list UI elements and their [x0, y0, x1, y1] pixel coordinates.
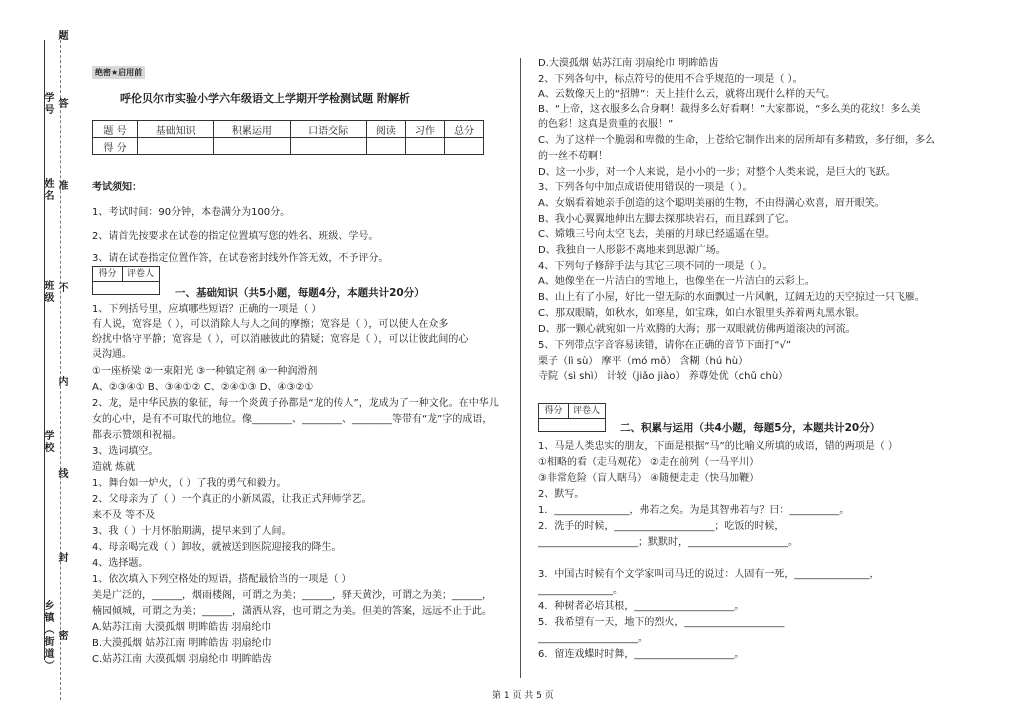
text-line: C、为了这样一个脆弱和卑微的生命，上苍给它制作出来的居所却有多精致，多仔细，多么	[538, 135, 935, 146]
table-cell[interactable]	[137, 138, 213, 155]
margin-label-student-no: 学号	[42, 92, 53, 116]
margin-label: 密	[56, 630, 67, 642]
text-line: 2、龙，是中华民族的象征，每一个炎黄子孙都是“龙的传人”，龙成为了一种文化。在中华儿	[92, 398, 499, 409]
table-cell: 题 号	[93, 121, 138, 138]
margin-label-name: 姓名	[42, 178, 53, 202]
text-line: 造就 炼就	[92, 462, 136, 473]
margin-label: 准	[56, 180, 67, 192]
table-cell: 口语交际	[290, 121, 366, 138]
text-line: D、这一小步，对一个人来说，是小小的一步；对整个人类来说，是巨大的飞跃。	[538, 167, 896, 178]
section-title: 一、基础知识（共5小题，每题4分，本题共计20分）	[175, 287, 425, 299]
text-line: 都表示赞颂和祝福。	[92, 430, 182, 441]
text-line: 来不及 等不及	[92, 510, 156, 521]
text-line: 4、选择题。	[92, 558, 149, 569]
table-cell: 总分	[444, 121, 483, 138]
text-line: 2．洗手的时候，____________________；吃饭的时候，	[538, 521, 785, 532]
text-line: 楠园倾城，可谓之为美；______，潇洒从容，也可谓之为美。但美的答案，远远不止于此。	[92, 606, 492, 617]
text-line: 3、我（ ）十月怀胎期满，提早来到了人间。	[92, 526, 292, 537]
text-line: C、那双眼睛，如秋水，如寒星，如宝珠，如白水银里头养着两丸黑水银。	[538, 308, 865, 319]
text-line: A.姑苏江南 大漠孤烟 明眸皓齿 羽扇纶巾	[92, 622, 272, 633]
table-cell: 习作	[405, 121, 444, 138]
text-line: A、云数像天上的“招牌”：天上挂什么云，就将出现什么样的天气。	[538, 89, 836, 100]
margin-label: 题	[56, 30, 67, 42]
text-line: 灵沟通。	[92, 349, 132, 360]
text-line: 1、马是人类忠实的朋友，下面是根据“马”的比喻义所填的成语，错的两项是（ ）	[538, 441, 898, 452]
margin-label: 线	[56, 468, 67, 480]
table-cell[interactable]	[444, 138, 483, 155]
scorer-label: 得分	[540, 404, 569, 418]
text-line: 栗子（lì sù） 摩平（mó mō） 含糊（hú hù）	[538, 356, 749, 367]
notice-item: 1、考试时间：90分钟，本卷满分为100分。	[92, 207, 291, 218]
text-line: B、我小心翼翼地伸出左脚去探那块岩石，而且踩到了它。	[538, 214, 795, 225]
text-line: 1．_______________，弗若之矣。为是其智弗若与？曰：__________。	[538, 505, 850, 516]
text-line: B.大漠孤烟 姑苏江南 明眸皓齿 羽扇纶巾	[92, 638, 272, 649]
text-line: 的一丝不苟啊！	[538, 151, 608, 162]
text-line: 纷扰中恪守平静；宽容是（ ），可以消融彼此的猜疑；宽容是（ ），可以让彼此间的心	[92, 334, 469, 345]
text-line: D、那一颗心就宛如一片欢腾的大海；那一双眼就仿佛两道滚决的河流。	[538, 324, 856, 335]
text-line: C.姑苏江南 大漠孤烟 羽扇纶巾 明眸皓齿	[92, 654, 272, 665]
table-cell[interactable]	[214, 138, 290, 155]
page-title: 呼伦贝尔市实验小学六年级语文上学期开学检测试题 附解析	[120, 92, 410, 105]
text-line: 4、母亲喝完戏（ ）卸妆，就被送到医院迎接我的降生。	[92, 542, 342, 553]
confidential-stamp: 绝密★启用前	[92, 66, 145, 79]
table-row	[93, 121, 484, 138]
text-line: 的色彩！这真是贵重的衣服！”	[538, 119, 674, 130]
text-line: 4、下列句子修辞手法与其它三项不同的一项是（ ）。	[538, 261, 773, 272]
notice-item: 2、请首先按要求在试卷的指定位置填写您的姓名、班级、学号。	[92, 231, 379, 242]
table-cell: 基础知识	[137, 121, 213, 138]
scorer-box	[538, 403, 606, 432]
text-line: 3、选词填空。	[92, 446, 159, 457]
seal-line	[44, 40, 45, 660]
table-cell[interactable]	[405, 138, 444, 155]
text-line: ①相略的看（走马观花） ②走在前列（一马平川）	[538, 457, 760, 468]
margin-label: 封	[56, 552, 67, 564]
text-line: 寺院（sì shì） 计较（jiǎo jiào） 养尊处优（chǔ chù）	[538, 371, 789, 382]
text-line: 有人说，宽容是（ ），可以消除人与人之间的摩擦；宽容是（ ），可以使人在众多	[92, 319, 449, 330]
text-line: 美是广泛的，______，烟雨楼阁，可谓之为美；______，驿天黄沙，可谓之为美；______，	[92, 590, 492, 601]
text-line: 2、下列各句中，标点符号的使用不合乎规范的一项是（ ）。	[538, 74, 803, 85]
text-line: ____________________。	[538, 633, 648, 644]
margin-label-class: 班级	[42, 280, 53, 304]
margin-label-school: 学校	[42, 430, 53, 454]
table-cell: 阅读	[366, 121, 405, 138]
scorer-label: 评卷人	[572, 406, 600, 416]
text-line: B、山上有了小屋，好比一望无际的水面飘过一片风帆，辽阔无边的天空掠过一只飞雁。	[538, 292, 925, 303]
text-line: 1、下列括号里，应填哪些短语？正确的一项是（ ）	[92, 304, 322, 315]
column-divider	[520, 58, 521, 678]
text-line: 6．留连戏蝶时时舞，____________________。	[538, 649, 745, 660]
scorer-label: 评卷人	[126, 269, 154, 279]
score-table	[92, 120, 484, 155]
notice-heading: 考试须知：	[92, 182, 142, 193]
text-line: 女的心中，是有不可取代的地位。像________、________、________等带有“龙”字的成语，	[92, 414, 493, 425]
text-line: _______________。	[538, 585, 623, 596]
text-line: 1、舞台如一炉火，（ ）了我的勇气和毅力。	[92, 478, 287, 489]
page-number: 第 1 页 共 5 页	[492, 691, 554, 701]
table-cell[interactable]	[290, 138, 366, 155]
text-line: 5．我希望有一天，地下的烈火，____________________	[538, 617, 785, 628]
text-line: 2、默写。	[538, 489, 585, 500]
text-line: D.大漠孤烟 姑苏江南 羽扇纶巾 明眸皓齿	[538, 58, 719, 69]
text-line: D、我独自一人形影不离地来到思源广场。	[538, 245, 726, 256]
scorer-label: 得分	[94, 267, 123, 281]
section-title: 二、积累与运用（共4小题，每题5分，本题共计20分）	[620, 422, 881, 434]
text-line: C、嫦娥三号向太空飞去，美丽的月球已经遥遥在望。	[538, 229, 775, 240]
text-line: ③非常危险（盲人瞎马） ④随便走走（快马加鞭）	[538, 473, 760, 484]
text-line: 5、下列带点字音容易读错，请你在正确的音节下面打“√”	[538, 340, 792, 351]
text-line: ____________________；默默时，____________________。	[538, 537, 798, 548]
text-line: A、她像坐在一片洁白的雪地上，也像坐在一片洁白的云彩上。	[538, 276, 815, 287]
margin-label: 不	[56, 282, 67, 294]
text-line: A、②③④① B、③④①② C、②④①③ D、④③②①	[92, 382, 314, 393]
text-line: B、“上帝，这衣服多么合身啊！裁得多么好看啊！”大家都说，“多么美的花纹！多么美	[538, 104, 921, 115]
margin-label-township: 乡镇（街道）	[42, 600, 53, 672]
margin-label: 内	[56, 376, 67, 388]
table-cell: 积累运用	[214, 121, 290, 138]
table-cell[interactable]	[366, 138, 405, 155]
table-cell: 得 分	[93, 138, 138, 155]
scorer-box	[92, 266, 160, 295]
text-line: 3、下列各句中加点成语使用错误的一项是（ ）。	[538, 182, 753, 193]
margin-label: 答	[56, 98, 67, 110]
text-line: ①一座桥梁 ②一束阳光 ③一种镇定剂 ④一种润滑剂	[92, 366, 318, 377]
text-line: 4．种树者必培其根，____________________。	[538, 601, 745, 612]
table-row	[93, 138, 484, 155]
notice-item: 3、请在试卷指定位置作答，在试卷密封线外作答无效，不予评分。	[92, 253, 389, 264]
text-line: 3．中国古时候有个文学家叫司马迁的说过：人固有一死，_______________，	[538, 569, 880, 580]
text-line: 1、依次填入下列空格处的短语，搭配最恰当的一项是（ ）	[92, 574, 352, 585]
text-line: 2、父母亲为了（ ）一个真正的小新凤霞，让我正式拜师学艺。	[92, 494, 372, 505]
text-line: A、女娲看着她亲手创造的这个聪明美丽的生物，不由得满心欢喜，眉开眼笑。	[538, 198, 885, 209]
